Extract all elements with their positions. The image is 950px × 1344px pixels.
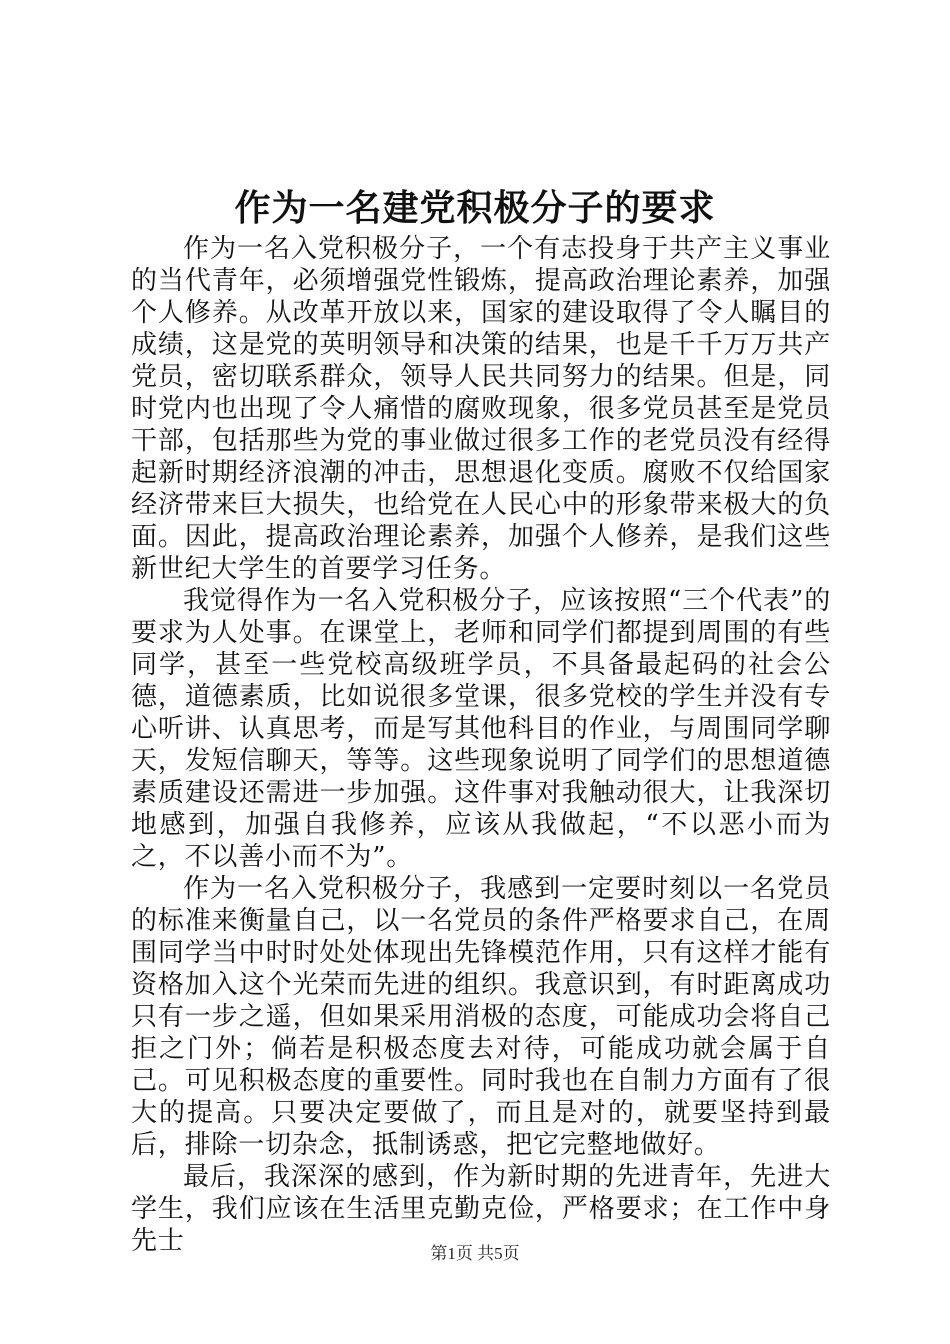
- document-title: 作为一名建党积极分子的要求: [234, 187, 716, 229]
- page-number-footer: 第1页 共5页: [430, 1244, 520, 1263]
- document-body: [131, 233, 831, 1257]
- paragraph-1: 作为一名入党积极分子，一个有志投身于共产主义事业的当代青年，必须增强党性锻炼，提高政治理论素养，加强个人修养。从改革开放以来，国家的建设取得了令人瞩目的成绩，这是党的英明领导和决策的结果，也是千千万万共产党员，密切联系群众，领导人民共同努力的结果。但是，同时党内也出现了令人痛惜的腐败现象，很多党员甚至是党员干部，包括那些为党的事业做过很多工作的老党员没有经得起新时期经济浪潮的冲击，思想退化变质。腐败不仅给国家经济带来巨大损失，也给党在人民心中的形象带来极大的负面。因此，提高政治理论素养，加强个人修养，是我们这些新世纪大学生的首要学习任务。: [131, 234, 831, 584]
- paragraph-4: 最后，我深深的感到，作为新时期的先进青年，先进大学生，我们应该在生活里克勤克俭，严格要求；在工作中身先士: [131, 1162, 831, 1256]
- paragraph-3: 作为一名入党积极分子，我感到一定要时刻以一名党员的标准来衡量自己，以一名党员的条件严格要求自己，在周围同学当中时时处处体现出先锋模范作用，只有这样才能有资格加入这个光荣而先进的组织。我意识到，有时距离成功只有一步之遥，但如果采用消极的态度，可能成功会将自己拒之门外；倘若是积极态度去对待，可能成功就会属于自己。可见积极态度的重要性。同时我也在自制力方面有了很大的提高。只要决定要做了，而且是对的，就要坚持到最后，排除一切杂念，抵制诱惑，把它完整地做好。: [131, 874, 831, 1160]
- paragraph-2: 我觉得作为一名入党积极分子，应该按照“三个代表”的要求为人处事。在课堂上，老师和同学们都提到周围的有些同学，甚至一些党校高级班学员，不具备最起码的社会公德，道德素质，比如说很多堂课，很多党校的学生并没有专心听讲、认真思考，而是写其他科目的作业，与周围同学聊天，发短信聊天，等等。这些现象说明了同学们的思想道德素质建设还需进一步加强。这件事对我触动很大，让我深切地感到，加强自我修养，应该从我做起，“不以恶小而为之，不以善小而不为”。: [131, 586, 831, 872]
